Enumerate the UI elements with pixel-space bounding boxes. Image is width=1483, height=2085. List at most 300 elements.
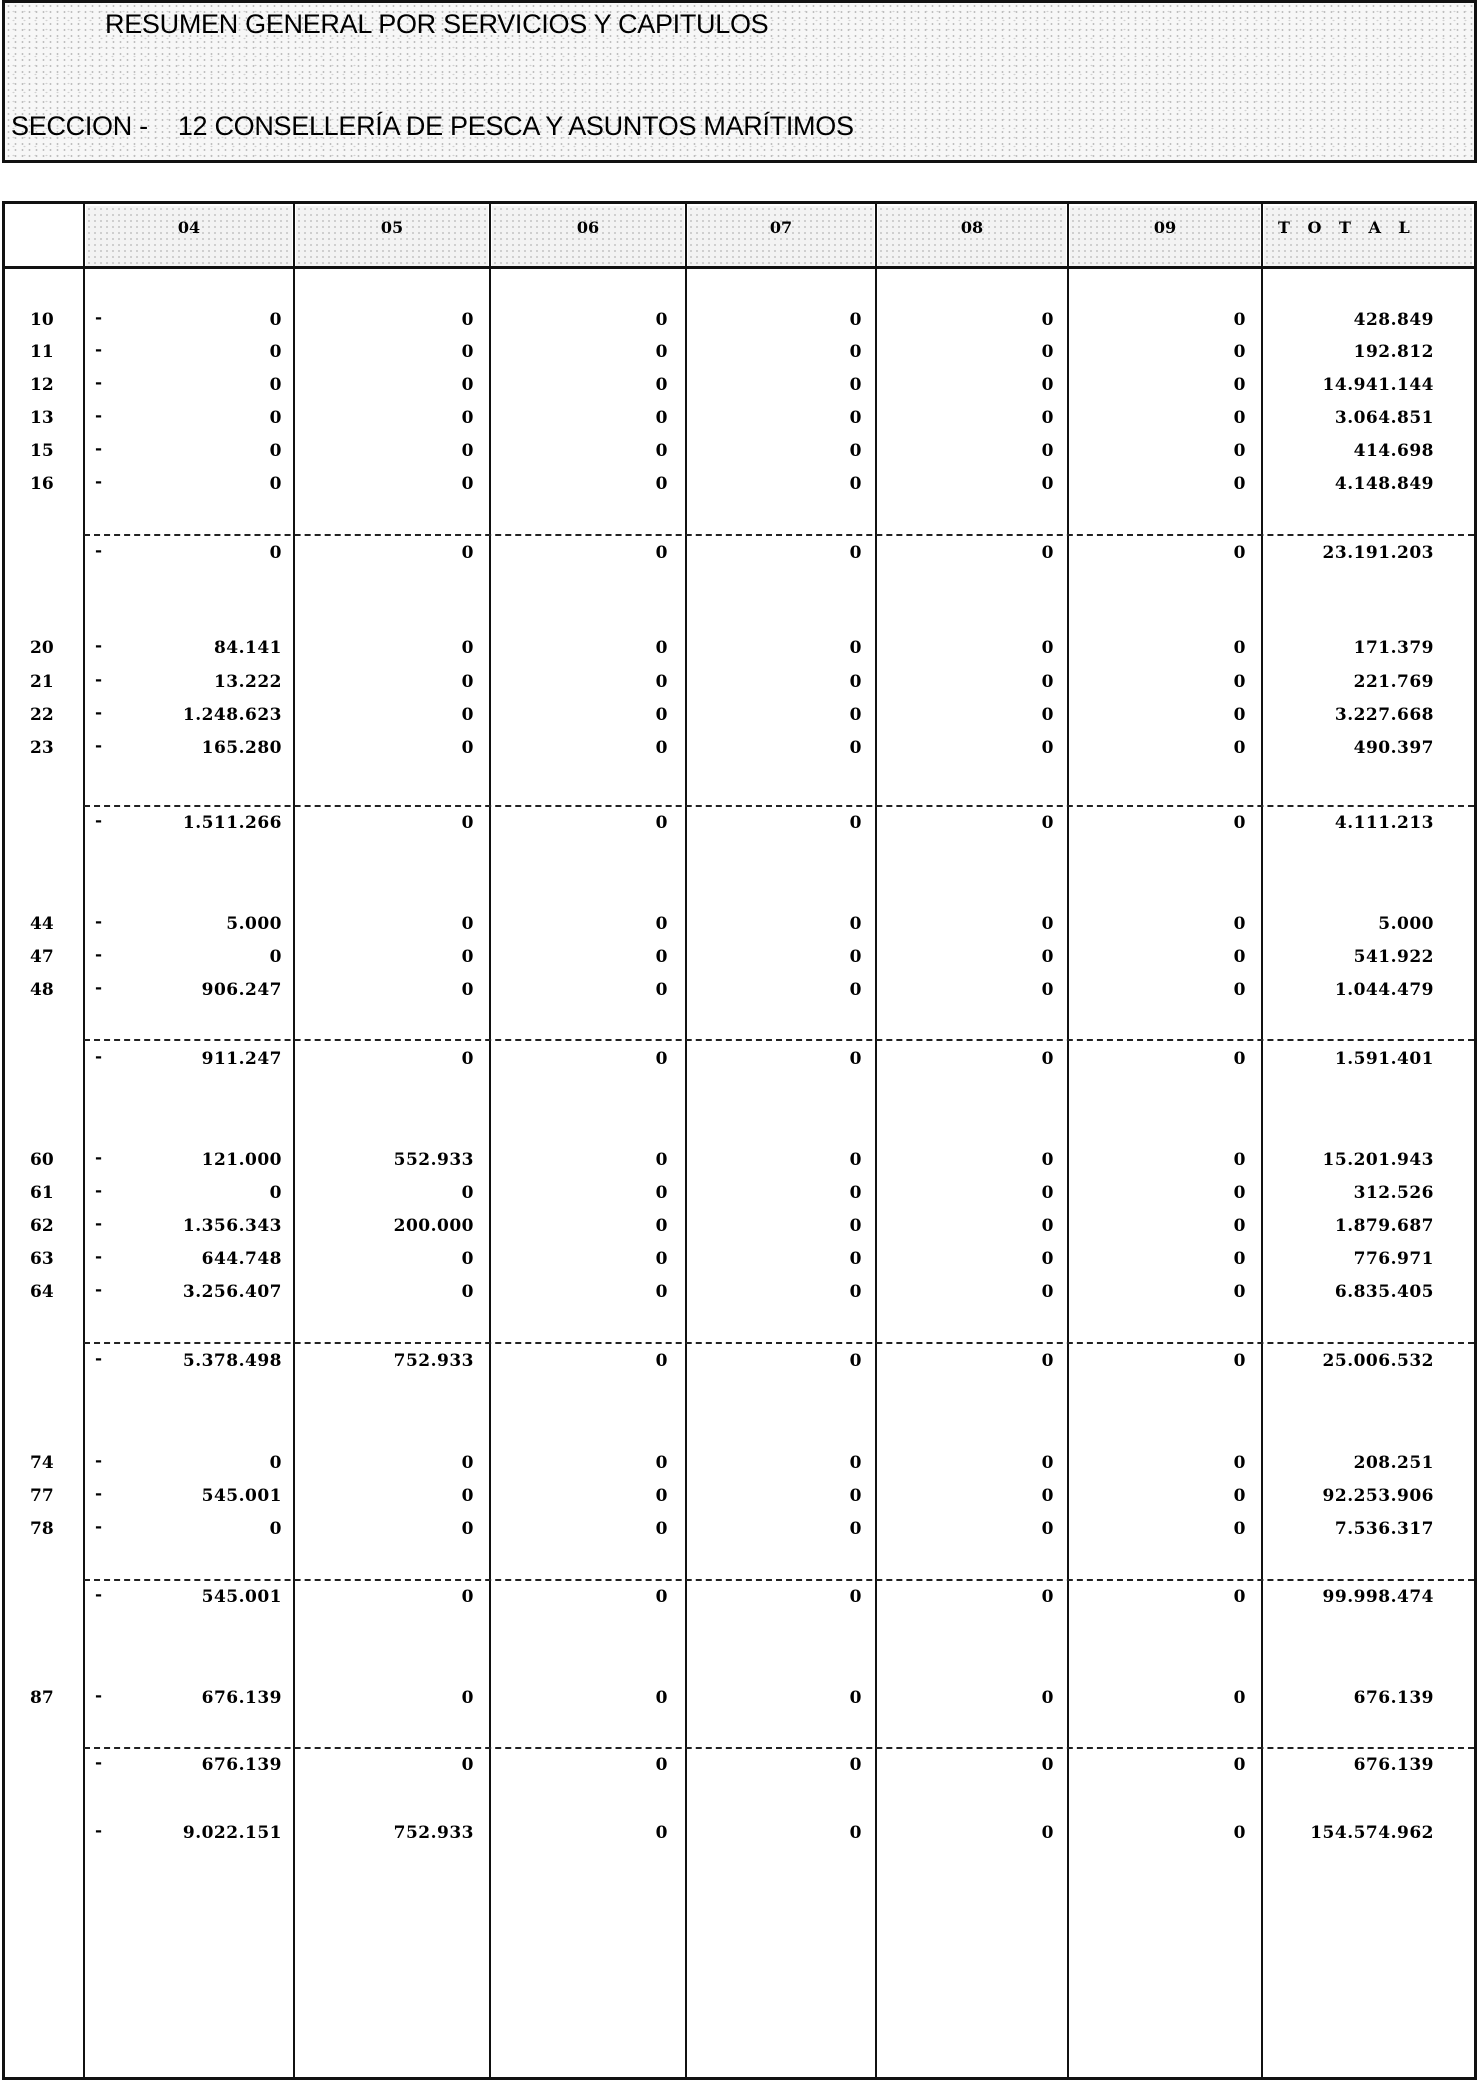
cell-total: 15.201.943 (1322, 1150, 1434, 1170)
cell-value: 0 (1233, 738, 1246, 758)
table-row (0, 914, 1483, 944)
cell-value: 0 (269, 543, 282, 563)
cell-value: 906.247 (201, 980, 282, 1000)
cell-value: 0 (461, 1688, 474, 1708)
cell-value: 0 (1233, 441, 1246, 461)
cell-value: 1.511.266 (182, 813, 282, 833)
table-row (0, 980, 1483, 1010)
cell-total: 3.227.668 (1334, 705, 1434, 725)
row-dash: - (95, 978, 103, 998)
cell-total: 221.769 (1353, 672, 1434, 692)
cell-value: 0 (849, 474, 862, 494)
cell-value: 0 (461, 1755, 474, 1775)
row-dash: - (95, 373, 103, 393)
cell-value: 0 (1233, 375, 1246, 395)
subtotal-separator (84, 1039, 1474, 1041)
cell-value: 121.000 (201, 1150, 282, 1170)
cell-value: 0 (269, 310, 282, 330)
table-row (0, 1519, 1483, 1549)
cell-value: 0 (269, 408, 282, 428)
row-code: 77 (30, 1486, 54, 1506)
cell-value: 165.280 (201, 738, 282, 758)
cell-value: 0 (655, 1183, 668, 1203)
cell-total: 312.526 (1353, 1183, 1434, 1203)
cell-value: 545.001 (201, 1587, 282, 1607)
subtotal-row (0, 1351, 1483, 1381)
row-code: 62 (30, 1216, 54, 1236)
cell-value: 0 (655, 1249, 668, 1269)
cell-value: 0 (1233, 408, 1246, 428)
row-dash: - (95, 439, 103, 459)
cell-value: 0 (849, 310, 862, 330)
row-code: 64 (30, 1282, 54, 1302)
cell-value: 0 (1233, 1453, 1246, 1473)
cell-total: 99.998.474 (1322, 1587, 1434, 1607)
row-code: 74 (30, 1453, 54, 1473)
cell-value: 0 (461, 813, 474, 833)
row-dash: - (95, 912, 103, 932)
row-dash: - (95, 541, 103, 561)
cell-value: 0 (655, 1216, 668, 1236)
table-row (0, 1486, 1483, 1516)
column-header-04: 04 (86, 206, 292, 266)
cell-value: 0 (849, 1486, 862, 1506)
cell-value: 0 (1041, 1755, 1054, 1775)
subtotal-separator (84, 534, 1474, 536)
cell-value: 0 (461, 1049, 474, 1069)
row-code: 48 (30, 980, 54, 1000)
cell-value: 0 (1233, 914, 1246, 934)
section-label: SECCION - (11, 111, 148, 141)
cell-value: 0 (849, 342, 862, 362)
cell-value: 545.001 (201, 1486, 282, 1506)
cell-value: 0 (1041, 1249, 1054, 1269)
cell-value: 0 (461, 1486, 474, 1506)
row-dash: - (95, 703, 103, 723)
cell-value: 0 (849, 408, 862, 428)
cell-value: 0 (1233, 813, 1246, 833)
row-code: 16 (30, 474, 54, 494)
row-code: 13 (30, 408, 54, 428)
cell-value: 676.139 (201, 1755, 282, 1775)
cell-total: 4.148.849 (1334, 474, 1434, 494)
cell-value: 0 (1233, 1519, 1246, 1539)
row-code: 11 (30, 342, 54, 362)
row-dash: - (95, 1047, 103, 1067)
cell-value: 0 (655, 1486, 668, 1506)
cell-value: 0 (1041, 638, 1054, 658)
row-dash: - (95, 1451, 103, 1471)
cell-total: 208.251 (1353, 1453, 1434, 1473)
cell-value: 0 (1041, 1486, 1054, 1506)
cell-value: 0 (1041, 1049, 1054, 1069)
cell-value: 0 (1041, 980, 1054, 1000)
subtotal-row (0, 1823, 1483, 1853)
cell-value: 0 (655, 310, 668, 330)
row-dash: - (95, 308, 103, 328)
cell-total: 6.835.405 (1334, 1282, 1434, 1302)
cell-total: 192.812 (1353, 342, 1434, 362)
cell-value: 0 (1041, 342, 1054, 362)
cell-value: 552.933 (393, 1150, 474, 1170)
cell-value: 0 (1041, 738, 1054, 758)
row-dash: - (95, 1247, 103, 1267)
cell-value: 0 (461, 947, 474, 967)
cell-value: 0 (1041, 441, 1054, 461)
cell-value: 0 (655, 408, 668, 428)
row-dash: - (95, 1280, 103, 1300)
row-dash: - (95, 1214, 103, 1234)
cell-total: 14.941.144 (1322, 375, 1434, 395)
cell-value: 0 (1041, 543, 1054, 563)
cell-value: 0 (849, 1150, 862, 1170)
cell-value: 9.022.151 (182, 1823, 282, 1843)
row-dash: - (95, 340, 103, 360)
cell-value: 0 (1233, 1755, 1246, 1775)
row-dash: - (95, 406, 103, 426)
cell-value: 0 (1041, 310, 1054, 330)
cell-total: 154.574.962 (1310, 1823, 1434, 1843)
cell-value: 0 (655, 441, 668, 461)
cell-value: 0 (1041, 1150, 1054, 1170)
cell-value: 1.356.343 (182, 1216, 282, 1236)
cell-value: 0 (849, 1216, 862, 1236)
cell-total: 25.006.532 (1322, 1351, 1434, 1371)
cell-value: 84.141 (213, 638, 282, 658)
cell-value: 0 (269, 1519, 282, 1539)
cell-total: 1.879.687 (1334, 1216, 1434, 1236)
table-row (0, 1249, 1483, 1279)
table-row (0, 1183, 1483, 1213)
cell-value: 0 (1233, 1150, 1246, 1170)
column-header-total: T O T A L (1264, 206, 1472, 266)
cell-value: 0 (1233, 672, 1246, 692)
cell-value: 0 (849, 375, 862, 395)
row-code: 15 (30, 441, 54, 461)
row-code: 63 (30, 1249, 54, 1269)
cell-value: 0 (1041, 1216, 1054, 1236)
cell-value: 0 (461, 474, 474, 494)
subtotal-row (0, 1049, 1483, 1079)
row-code: 22 (30, 705, 54, 725)
cell-value: 0 (461, 1519, 474, 1539)
header-rule (2, 266, 1477, 269)
table-row (0, 1688, 1483, 1718)
row-dash: - (95, 472, 103, 492)
cell-value: 0 (1041, 1351, 1054, 1371)
cell-total: 1.044.479 (1334, 980, 1434, 1000)
cell-value: 0 (1041, 672, 1054, 692)
cell-value: 0 (655, 1823, 668, 1843)
cell-value: 0 (1233, 947, 1246, 967)
cell-total: 490.397 (1353, 738, 1434, 758)
table-row (0, 342, 1483, 372)
subtotal-row (0, 543, 1483, 573)
cell-value: 0 (461, 914, 474, 934)
cell-value: 0 (269, 1183, 282, 1203)
row-dash: - (95, 1821, 103, 1841)
table-row (0, 705, 1483, 735)
cell-value: 0 (655, 1519, 668, 1539)
row-code: 61 (30, 1183, 54, 1203)
section-name: 12 CONSELLERÍA DE PESCA Y ASUNTOS MARÍTIMOS (177, 111, 854, 141)
row-code: 20 (30, 638, 54, 658)
row-code: 21 (30, 672, 54, 692)
table-row (0, 1282, 1483, 1312)
cell-value: 0 (849, 705, 862, 725)
cell-value: 0 (461, 672, 474, 692)
cell-value: 0 (849, 914, 862, 934)
cell-value: 0 (1233, 310, 1246, 330)
cell-total: 676.139 (1353, 1688, 1434, 1708)
row-code: 12 (30, 375, 54, 395)
cell-value: 0 (849, 1519, 862, 1539)
table-row (0, 1150, 1483, 1180)
cell-value: 0 (1041, 1183, 1054, 1203)
cell-value: 0 (461, 1282, 474, 1302)
cell-value: 0 (1233, 1049, 1246, 1069)
cell-value: 0 (1233, 638, 1246, 658)
cell-value: 676.139 (201, 1688, 282, 1708)
cell-value: 0 (655, 342, 668, 362)
cell-value: 3.256.407 (182, 1282, 282, 1302)
section-line (11, 111, 854, 142)
cell-value: 0 (1041, 1587, 1054, 1607)
row-code: 87 (30, 1688, 54, 1708)
cell-value: 0 (1233, 1486, 1246, 1506)
cell-value: 0 (655, 375, 668, 395)
cell-value: 0 (1233, 342, 1246, 362)
column-header-06: 06 (492, 206, 684, 266)
cell-value: 0 (461, 441, 474, 461)
subtotal-separator (84, 1747, 1474, 1749)
cell-value: 0 (461, 1183, 474, 1203)
row-dash: - (95, 945, 103, 965)
cell-value: 0 (655, 1282, 668, 1302)
cell-value: 0 (849, 1823, 862, 1843)
cell-value: 0 (1041, 474, 1054, 494)
cell-value: 0 (849, 980, 862, 1000)
row-code: 78 (30, 1519, 54, 1539)
cell-value: 0 (655, 672, 668, 692)
cell-value: 0 (849, 813, 862, 833)
subtotal-separator (84, 1579, 1474, 1581)
cell-value: 0 (655, 1688, 668, 1708)
cell-value: 0 (655, 1453, 668, 1473)
table-row (0, 947, 1483, 977)
cell-value: 0 (1233, 705, 1246, 725)
cell-value: 1.248.623 (182, 705, 282, 725)
cell-value: 0 (1041, 375, 1054, 395)
cell-total: 541.922 (1353, 947, 1434, 967)
row-dash: - (95, 1484, 103, 1504)
subtotal-separator (84, 1342, 1474, 1344)
cell-value: 0 (849, 738, 862, 758)
cell-value: 0 (849, 672, 862, 692)
column-header-07: 07 (688, 206, 874, 266)
cell-value: 0 (655, 1351, 668, 1371)
cell-value: 0 (461, 408, 474, 428)
cell-value: 0 (655, 1755, 668, 1775)
table-row (0, 638, 1483, 668)
table-row (0, 375, 1483, 405)
cell-value: 0 (1041, 1688, 1054, 1708)
table-row (0, 408, 1483, 438)
cell-value: 0 (461, 705, 474, 725)
row-dash: - (95, 636, 103, 656)
cell-value: 0 (849, 1282, 862, 1302)
cell-total: 428.849 (1353, 310, 1434, 330)
cell-value: 752.933 (393, 1351, 474, 1371)
cell-value: 0 (1041, 1823, 1054, 1843)
table-row (0, 1453, 1483, 1483)
table-row (0, 672, 1483, 702)
row-dash: - (95, 1686, 103, 1706)
row-dash: - (95, 1148, 103, 1168)
cell-value: 5.000 (226, 914, 282, 934)
cell-value: 0 (1233, 543, 1246, 563)
cell-value: 0 (849, 1183, 862, 1203)
cell-value: 0 (655, 1150, 668, 1170)
cell-value: 0 (461, 1453, 474, 1473)
cell-value: 0 (461, 310, 474, 330)
cell-value: 0 (655, 638, 668, 658)
cell-value: 0 (269, 947, 282, 967)
cell-value: 0 (1041, 1519, 1054, 1539)
column-header-08: 08 (878, 206, 1066, 266)
row-code: 10 (30, 310, 54, 330)
table-row (0, 310, 1483, 340)
subtotal-separator (84, 805, 1474, 807)
cell-value: 0 (1041, 408, 1054, 428)
cell-value: 13.222 (213, 672, 282, 692)
cell-total: 5.000 (1378, 914, 1434, 934)
cell-value: 0 (849, 543, 862, 563)
cell-value: 0 (1041, 813, 1054, 833)
cell-total: 7.536.317 (1334, 1519, 1434, 1539)
cell-value: 0 (1233, 1823, 1246, 1843)
cell-value: 0 (1233, 474, 1246, 494)
cell-value: 0 (655, 705, 668, 725)
subtotal-row (0, 813, 1483, 843)
cell-value: 0 (461, 1249, 474, 1269)
cell-value: 0 (655, 980, 668, 1000)
column-header-05: 05 (296, 206, 488, 266)
table-row (0, 738, 1483, 768)
cell-value: 0 (1233, 1249, 1246, 1269)
cell-total: 171.379 (1353, 638, 1434, 658)
cell-total: 414.698 (1353, 441, 1434, 461)
cell-value: 0 (655, 914, 668, 934)
cell-value: 0 (849, 1755, 862, 1775)
cell-value: 0 (1233, 1688, 1246, 1708)
cell-value: 644.748 (201, 1249, 282, 1269)
cell-value: 0 (1233, 1216, 1246, 1236)
cell-total: 3.064.851 (1334, 408, 1434, 428)
cell-value: 0 (849, 1688, 862, 1708)
cell-total: 92.253.906 (1322, 1486, 1434, 1506)
row-code: 44 (30, 914, 54, 934)
row-dash: - (95, 670, 103, 690)
cell-value: 0 (1041, 1282, 1054, 1302)
table-row (0, 474, 1483, 504)
cell-value: 0 (461, 980, 474, 1000)
cell-value: 0 (461, 1587, 474, 1607)
cell-value: 752.933 (393, 1823, 474, 1843)
cell-value: 0 (849, 1049, 862, 1069)
cell-value: 911.247 (201, 1049, 282, 1069)
row-dash: - (95, 1349, 103, 1369)
cell-value: 0 (849, 441, 862, 461)
cell-value: 0 (1233, 1587, 1246, 1607)
cell-value: 0 (1233, 980, 1246, 1000)
cell-value: 0 (1041, 705, 1054, 725)
cell-value: 0 (849, 1249, 862, 1269)
cell-value: 0 (655, 947, 668, 967)
cell-value: 0 (461, 375, 474, 395)
cell-value: 0 (461, 638, 474, 658)
cell-value: 0 (655, 543, 668, 563)
cell-value: 0 (269, 375, 282, 395)
table-row (0, 1216, 1483, 1246)
cell-value: 0 (849, 638, 862, 658)
cell-total: 23.191.203 (1322, 543, 1434, 563)
cell-value: 0 (269, 1453, 282, 1473)
cell-value: 0 (269, 441, 282, 461)
cell-total: 1.591.401 (1334, 1049, 1434, 1069)
row-dash: - (95, 1585, 103, 1605)
cell-value: 0 (849, 1453, 862, 1473)
column-header-09: 09 (1070, 206, 1260, 266)
cell-total: 776.971 (1353, 1249, 1434, 1269)
row-code: 47 (30, 947, 54, 967)
cell-value: 5.378.498 (182, 1351, 282, 1371)
cell-value: 0 (849, 1587, 862, 1607)
row-code: 23 (30, 738, 54, 758)
cell-value: 0 (269, 474, 282, 494)
row-code: 60 (30, 1150, 54, 1170)
cell-value: 0 (1041, 914, 1054, 934)
row-dash: - (95, 1517, 103, 1537)
cell-total: 4.111.213 (1334, 813, 1434, 833)
report-header (2, 0, 1477, 163)
report-title: RESUMEN GENERAL POR SERVICIOS Y CAPITULOS (105, 9, 769, 39)
cell-value: 0 (655, 813, 668, 833)
cell-value: 0 (1233, 1351, 1246, 1371)
cell-total: 676.139 (1353, 1755, 1434, 1775)
cell-value: 0 (269, 342, 282, 362)
subtotal-row (0, 1755, 1483, 1785)
subtotal-row (0, 1587, 1483, 1617)
cell-value: 0 (461, 738, 474, 758)
row-dash: - (95, 1181, 103, 1201)
table-row (0, 441, 1483, 471)
cell-value: 0 (849, 1351, 862, 1371)
cell-value: 0 (655, 1049, 668, 1069)
row-dash: - (95, 736, 103, 756)
cell-value: 0 (461, 543, 474, 563)
row-dash: - (95, 1753, 103, 1773)
cell-value: 0 (655, 1587, 668, 1607)
cell-value: 200.000 (393, 1216, 474, 1236)
row-dash: - (95, 811, 103, 831)
cell-value: 0 (461, 342, 474, 362)
cell-value: 0 (1233, 1282, 1246, 1302)
cell-value: 0 (1041, 947, 1054, 967)
cell-value: 0 (849, 947, 862, 967)
cell-value: 0 (1041, 1453, 1054, 1473)
cell-value: 0 (1233, 1183, 1246, 1203)
